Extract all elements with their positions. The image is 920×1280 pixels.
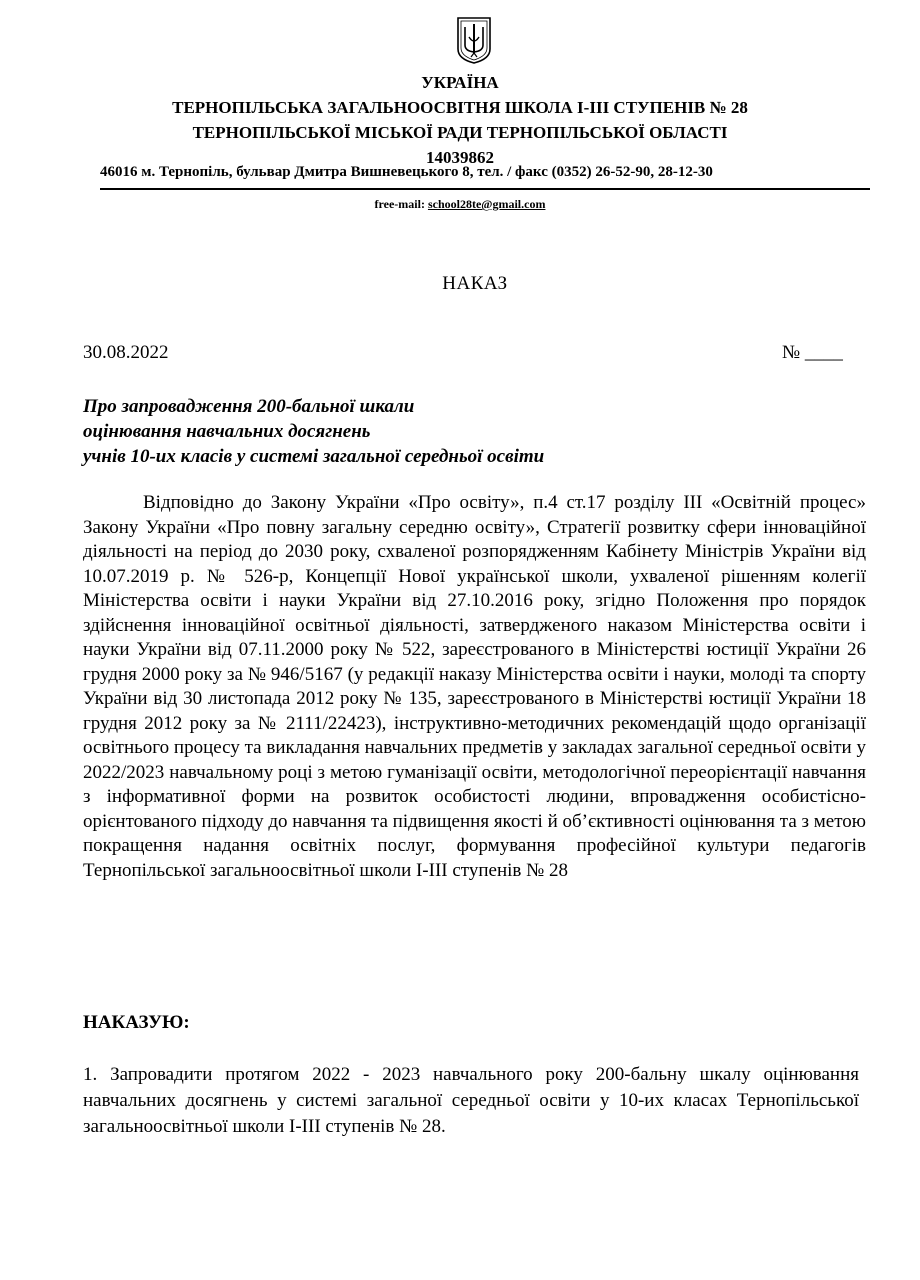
letterhead — [0, 70, 920, 170]
order-date: 30.08.2022 — [83, 342, 169, 363]
order-item-1: 1. Запровадити протягом 2022 - 2023 навчального року 200-бальну шкалу оцінювання навчальних досягнень у системі загальної середньої освіти у 10-их класах Тернопільської загальноосвітньої школи І-ІІІ ступенів № 28. — [83, 1064, 859, 1137]
subject-line: Про запровадження 200-бальної шкали — [83, 396, 415, 417]
school-address: 46016 м. Тернопіль, бульвар Дмитра Вишневецького 8, тел. / факс (0352) 26-52-90, 28-12-30 — [100, 164, 713, 180]
trident-emblem-icon — [455, 15, 493, 65]
order-number: № ____ — [782, 342, 843, 363]
order-heading: НАКАЗУЮ: — [83, 1012, 190, 1033]
subject-line: учнів 10-их класів у системі загальної середньої освіти — [83, 446, 545, 467]
email-line — [0, 197, 920, 212]
subject-line: оцінювання навчальних досягнень — [83, 421, 371, 442]
school-authority: ТЕРНОПІЛЬСЬКОЇ МІСЬКОЇ РАДИ ТЕРНОПІЛЬСЬКОЇ ОБЛАСТІ — [192, 123, 728, 142]
header-divider — [100, 188, 870, 190]
country-name: УКРАЇНА — [421, 73, 499, 92]
school-code: 14039862 — [426, 148, 494, 167]
school-name: ТЕРНОПІЛЬСЬКА ЗАГАЛЬНООСВІТНЯ ШКОЛА І-ІІІ СТУПЕНІВ № 28 — [172, 98, 748, 117]
email-label: free-mail: — [374, 197, 425, 211]
document-title: НАКАЗ — [442, 273, 508, 294]
preamble-paragraph: Відповідно до Закону України «Про освіту», п.4 ст.17 розділу ІІІ «Освітній процес» Закону України «Про повну загальну середню освіту», Стратегії розвитку сфери інноваційної діяльності на період до 2030 року, схваленої розпорядженням Кабінету Міністрів України від 10.07.2019 р. № 526-р, Концепції Нової української школи, ухваленої рішенням колегії Міністерства освіти і науки України від 27.10.2016 року, згідно Положення про порядок здійснення інноваційної освітньої діяльності, затвердженого наказом Міністерства освіти і науки України від 07.11.2000 року № 522, зареєстрованого в Міністерстві юстиції України 26 грудня 2000 року за № 946/5167 (у редакції наказу Міністерства освіти і науки, молоді та спорту України від 30 листопада 2012 року № 135, зареєстрованого в Міністерстві юстиції України 18 грудня 2012 року за № 2111/22423), інструктивно-методичних рекомендацій щодо організації освітнього процесу та викладання навчальних предметів у закладах загальної середньої освіти у 2022/2023 навчальному році з метою гуманізації освіти, методологічної переорієнтації навчання з інформативної форми на розвиток особистості людини, впровадження особистісно-орієнтованого підходу до навчання та підвищення якості й об’єктивності оцінювання та з метою покращення надання освітніх послуг, формування професійної культури педагогів Тернопільської загальноосвітньої школи І-ІІІ ступенів № 28 — [83, 492, 866, 881]
order-subject — [83, 394, 544, 469]
email-link[interactable]: school28te@gmail.com — [427, 197, 546, 211]
